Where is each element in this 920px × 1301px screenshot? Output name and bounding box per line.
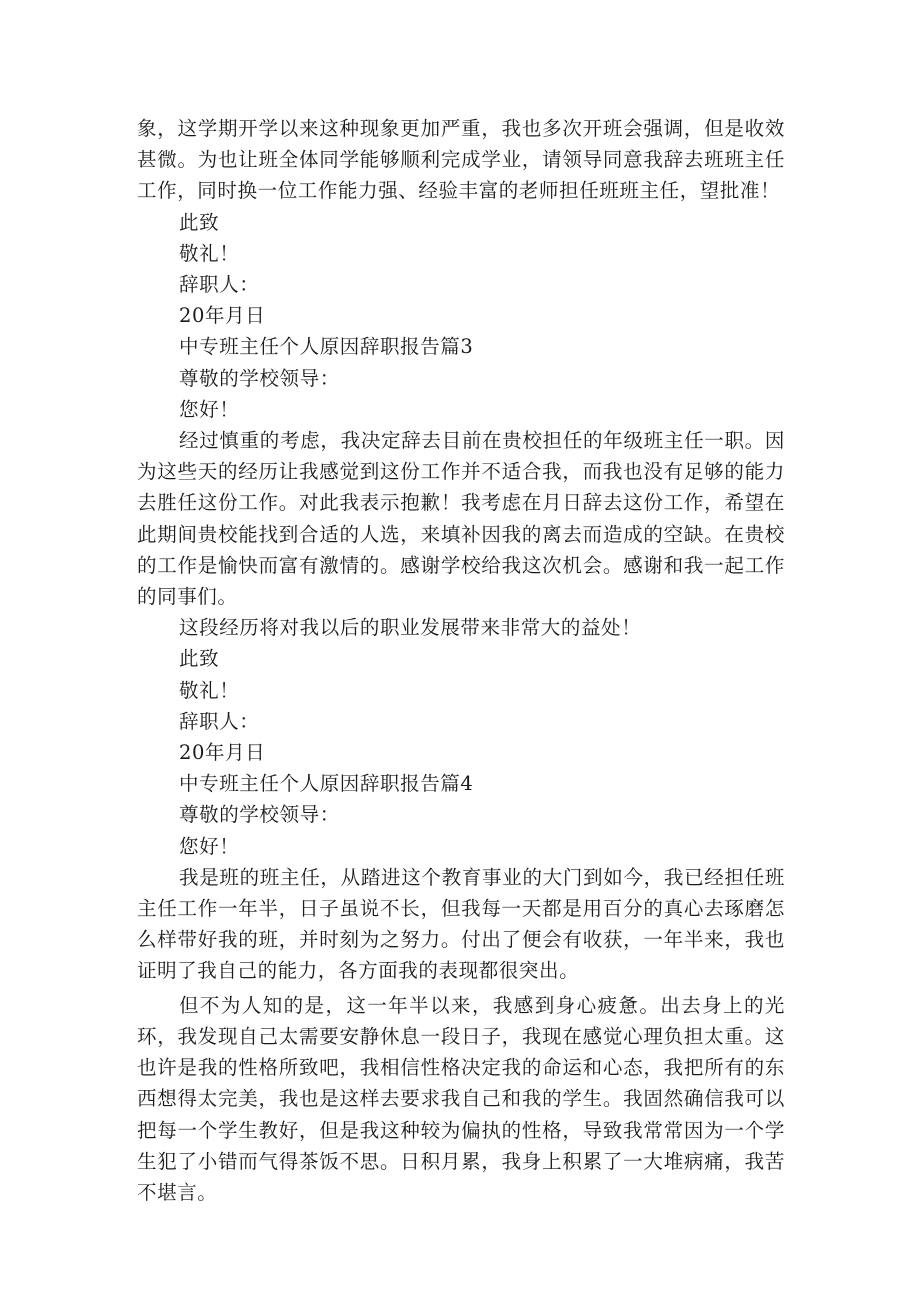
- greeting-recipient: 尊敬的学校领导：: [179, 803, 340, 827]
- section-heading-4: 中专班主任个人原因辞职报告篇4: [179, 772, 474, 796]
- closing-salutation: 此致: [179, 647, 220, 671]
- body-paragraph: 这段经历将对我以后的职业发展带来非常大的益处！: [179, 616, 642, 640]
- document-body: [137, 113, 785, 1208]
- body-paragraph: 我是班的班主任，从踏进这个教育事业的大门到如今，我已经担任班主任工作一年半，日子虽说不长，但我每一天都是用百分的真心去琢磨怎么样带好我的班，并时刻为之努力。付出了便会有收获，一年半来，我也证明了我自己的能力，各方面我的表现都很突出。: [137, 865, 785, 983]
- body-paragraph: 但不为人知的是，这一年半以来，我感到身心疲惫。出去身上的光环，我发现自己太需要安静休息一段日子，我现在感觉心理负担太重。这也许是我的性格所致吧，我相信性格决定我的命运和心态，我把所有的东西想得太完美，我也是这样去要求我自己和我的学生。我固然确信我可以把每一个学生教好，但是我这种较为偏执的性格，导致我常常因为一个学生犯了小错而气得茶饭不思。日积月累，我身上积累了一大堆病痛，我苦不堪言。: [137, 993, 785, 1204]
- greeting-hello: 您好！: [179, 397, 240, 421]
- signature-label: 辞职人：: [179, 273, 260, 297]
- date-line: 20年月日: [179, 741, 266, 765]
- closing-regards: 敬礼！: [179, 241, 240, 265]
- section-heading-3: 中专班主任个人原因辞职报告篇3: [179, 335, 474, 359]
- body-paragraph: 经过慎重的考虑，我决定辞去目前在贵校担任的年级班主任一职。因为这些天的经历让我感觉到这份工作并不适合我，而我也没有足够的能力去胜任这份工作。对此我表示抱歉！我考虑在月日辞去这份工作，希望在此期间贵校能找到合适的人选，来填补因我的离去而造成的空缺。在贵校的工作是愉快而富有激情的。感谢学校给我这次机会。感谢和我一起工作的同事们。: [137, 429, 785, 609]
- date-line: 20年月日: [179, 304, 266, 328]
- closing-regards: 敬礼！: [179, 678, 240, 702]
- paragraph-continuation: 象，这学期开学以来这种现象更加严重，我也多次开班会强调，但是收效甚微。为也让班全体同学能够顺利完成学业，请领导同意我辞去班班主任工作，同时换一位工作能力强、经验丰富的老师担任班班主任，望批准！: [137, 117, 785, 203]
- greeting-recipient: 尊敬的学校领导：: [179, 366, 340, 390]
- greeting-hello: 您好！: [179, 834, 240, 858]
- signature-label: 辞职人：: [179, 709, 260, 733]
- closing-salutation: 此致: [179, 210, 220, 234]
